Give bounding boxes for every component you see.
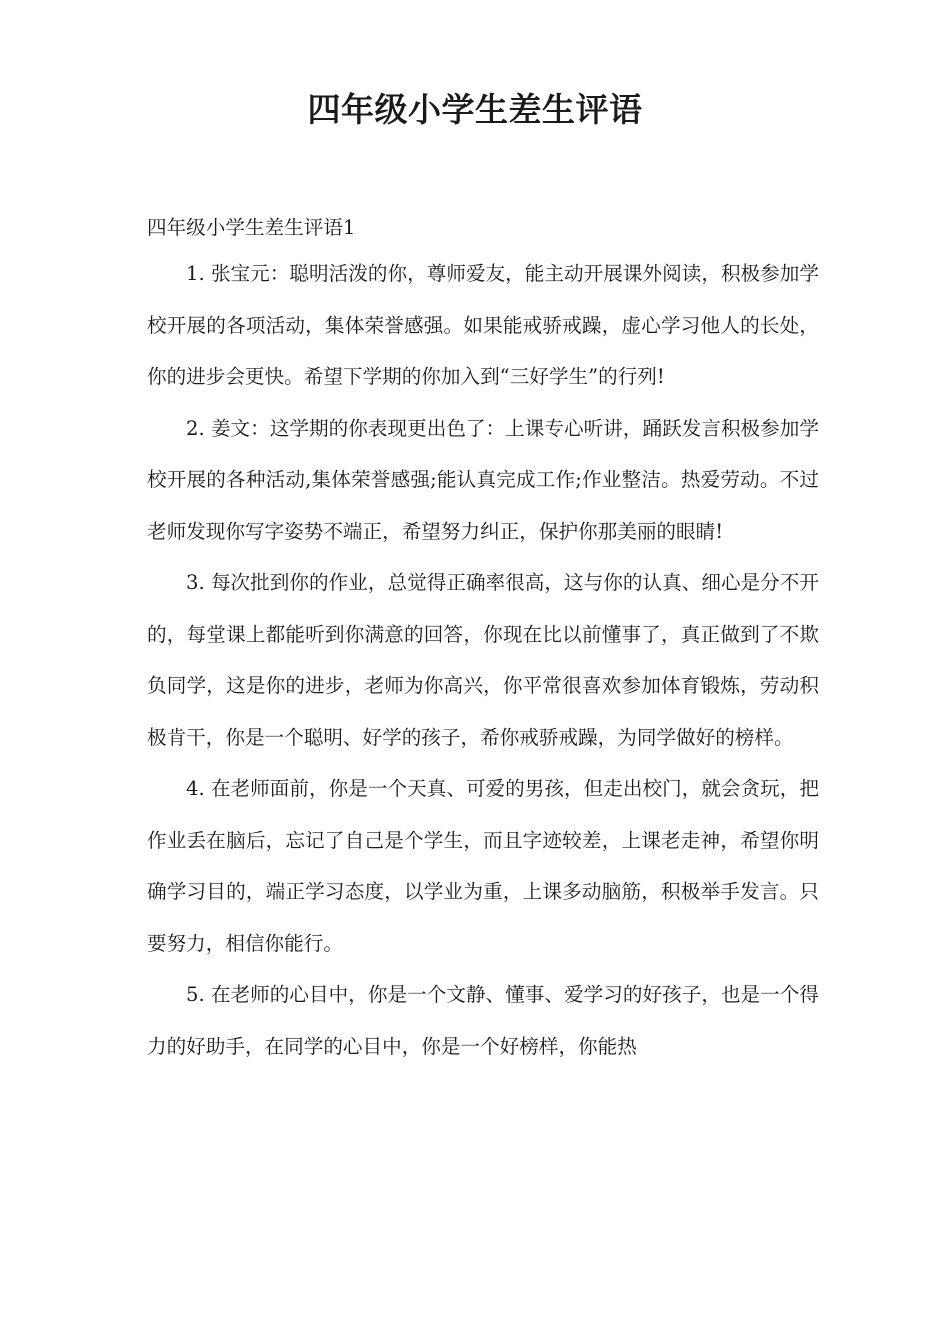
comment-paragraph-5: 5. 在老师的心目中，你是一个文静、懂事、爱学习的好孩子，也是一个得力的好助手，在同学的心目中，你是一个好榜样，你能热: [147, 983, 819, 1058]
comment-paragraph-4: 4. 在老师面前，你是一个天真、可爱的男孩，但走出校门，就会贪玩，把作业丢在脑后，忘记了自己是个学生，而且字迹较差，上课老走神，希望你明确学习目的，端正学习态度，以学业为重，上课多动脑筋，积极举手发言。只要努力，相信你能行。: [147, 777, 819, 955]
document-body: [147, 200, 819, 1072]
comment-paragraph-3: 3. 每次批到你的作业，总觉得正确率很高，这与你的认真、细心是分不开的，每堂课上都能听到你满意的回答，你现在比以前懂事了，真正做到了不欺负同学，这是你的进步，老师为你高兴，你平常很喜欢参加体育锻炼，劳动积极肯干，你是一个聪明、好学的孩子，希你戒骄戒躁，为同学做好的榜样。: [147, 571, 819, 749]
section-heading: 四年级小学生差生评语1: [147, 216, 356, 239]
comment-paragraph-2: 2. 姜文：这学期的你表现更出色了：上课专心听讲，踊跃发言积极参加学校开展的各种活动,集体荣誉感强;能认真完成工作;作业整洁。热爱劳动。不过老师发现你写字姿势不端正，希望努力纠正，保护你那美丽的眼睛!: [147, 416, 819, 543]
document-title: 四年级小学生差生评语: [307, 90, 643, 129]
comment-paragraph-1: 1. 张宝元：聪明活泼的你，尊师爱友，能主动开展课外阅读，积极参加学校开展的各项活动，集体荣誉感强。如果能戒骄戒躁，虚心学习他人的长处，你的进步会更快。希望下学期的你加入到“三好学生”的行列!: [147, 262, 819, 388]
